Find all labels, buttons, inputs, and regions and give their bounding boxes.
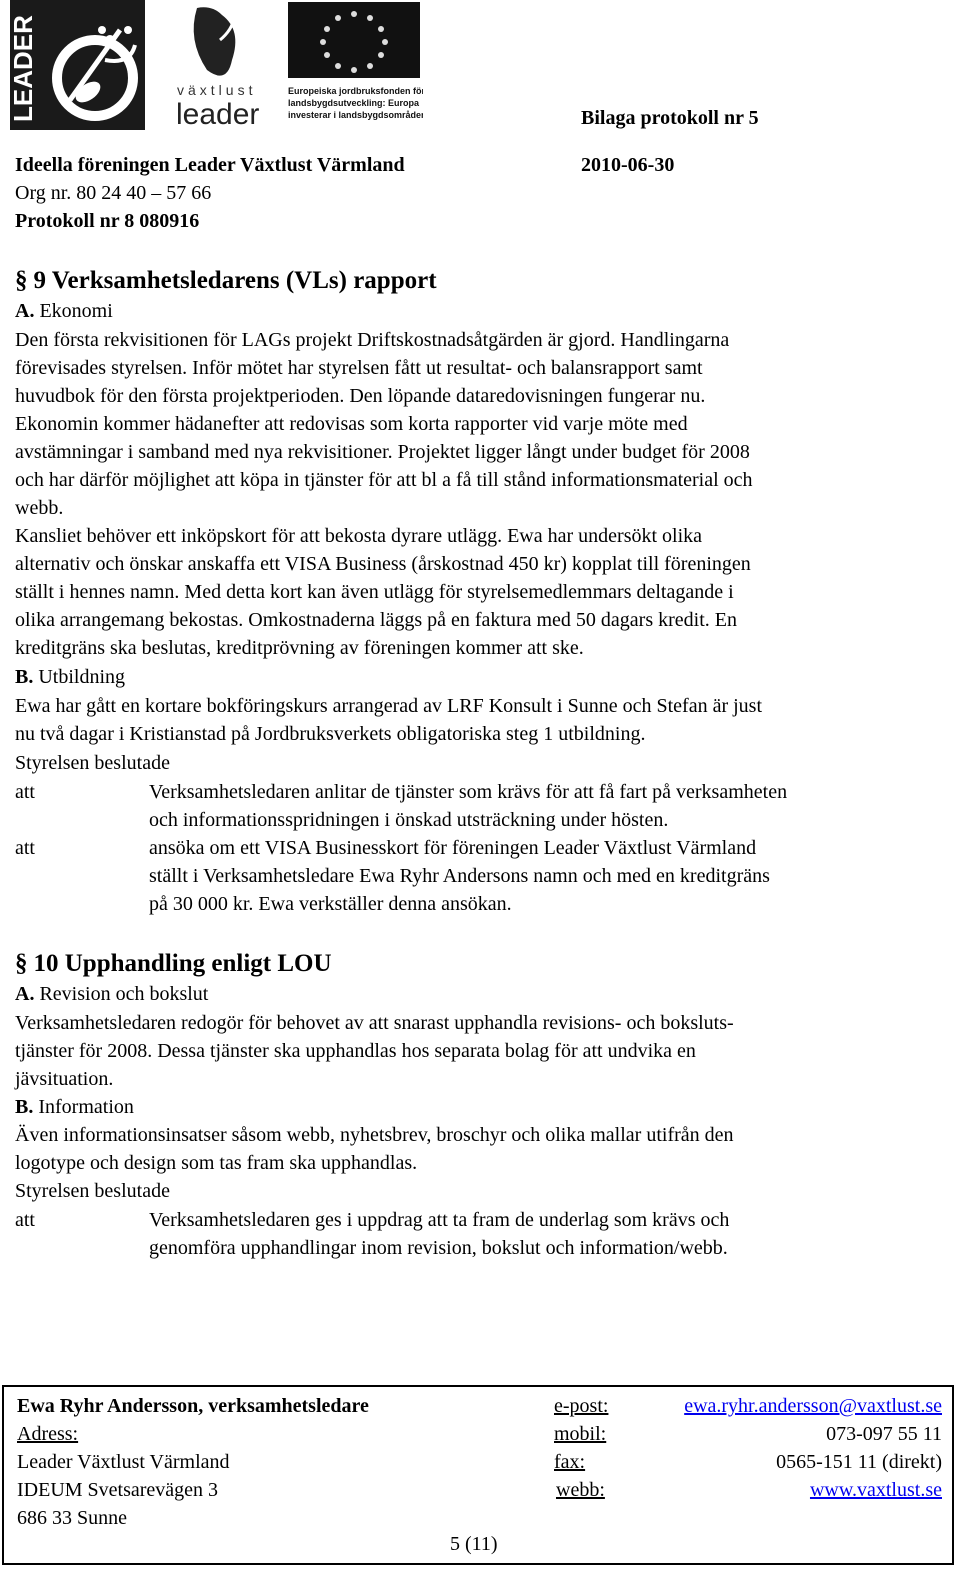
paragraph-line: olika arrangemang bekostas. Omkostnaderna läggs på en faktura med 50 dagars kredit. En <box>15 609 737 631</box>
paragraph-line: Den första rekvisitionen för LAGs projekt Driftskostnadsåtgärden är gjord. Handlingarna <box>15 329 730 351</box>
paragraph-line: Ewa har gått en kortare bokföringskurs arrangerad av LRF Konsult i Sunne och Stefan är just <box>15 695 763 717</box>
footer-name: Ewa Ryhr Andersson, verksamhetsledare <box>17 1395 369 1417</box>
footer-mobil-label: mobil: <box>554 1423 607 1445</box>
paragraph-mark: § <box>15 267 28 294</box>
decision-intro: Styrelsen beslutade <box>15 1180 170 1202</box>
decision-text-line: Verksamhetsledaren anlitar de tjänster som krävs för att få fart på verksamheten <box>149 781 788 803</box>
footer-webb-label: webb: <box>556 1479 605 1501</box>
decision-text-line: och informationsspridningen i önskad utsträckning under hösten. <box>149 809 669 831</box>
subheading-title: Information <box>33 1096 134 1118</box>
leader-logo <box>10 0 145 130</box>
footer-fax-label: fax: <box>554 1451 586 1473</box>
leader-vertical-text: LEADER <box>10 15 38 122</box>
decision-text-line: genomföra upphandlingar inom revision, bokslut och information/webb. <box>149 1237 728 1259</box>
footer-epost-label: e-post: <box>554 1395 609 1417</box>
section-10-heading <box>15 949 332 979</box>
footer-adress-label: Adress: <box>17 1423 79 1445</box>
protokoll-number: Protokoll nr 8 080916 <box>15 210 200 232</box>
section-9-title: 9 Verksamhetsledarens (VLs) rapport <box>33 267 437 294</box>
paragraph-line: tjänster för 2008. Dessa tjänster ska upphandlas hos separata bolag för att undvika en <box>15 1040 696 1062</box>
footer-address-line: 686 33 Sunne <box>17 1507 127 1529</box>
vaxtlust-small-text: växtlust <box>177 82 257 98</box>
footer-address-line: Leader Växtlust Värmland <box>17 1451 230 1473</box>
paragraph-line: logotype och design som tas fram ska upphandlas. <box>15 1152 418 1174</box>
paragraph-line: huvudbok för den första projektperioden. Den löpande dataredovisningen fungerar nu. <box>15 385 706 407</box>
eu-caption-1: Europeiska jordbruksfonden för <box>288 86 423 96</box>
paragraph-line: förevisades styrelsen. Inför mötet har styrelsen fått ut resultat- och balansrapport samt <box>15 357 703 379</box>
section-10-subheading-a <box>15 980 208 1008</box>
decision-text-line: ställt i Verksamhetsledare Ewa Ryhr Andersons namn och med en kreditgräns <box>149 865 770 887</box>
paragraph-line: webb. <box>15 497 64 519</box>
subheading-letter: A. <box>15 300 35 322</box>
subheading-title: Ekonomi <box>34 300 113 322</box>
document-date: 2010-06-30 <box>581 154 675 176</box>
section-10-title: 10 Upphandling enligt LOU <box>33 950 332 977</box>
subheading-letter: B. <box>15 666 34 688</box>
org-name: Ideella föreningen Leader Växtlust Värmland <box>15 154 405 176</box>
paragraph-line: alternativ och önskar anskaffa ett VISA Business (årskostnad 450 kr) kopplat till föreningen <box>15 553 751 575</box>
footer-address-line: IDEUM Svetsarevägen 3 <box>17 1479 219 1501</box>
paragraph-line: Ekonomin kommer hädanefter att redovisas som korta rapporter vid varje möte med <box>15 413 688 435</box>
subheading-letter: B. <box>15 1096 34 1118</box>
contact-footer <box>2 1385 954 1565</box>
subheading-title: Utbildning <box>33 666 126 688</box>
vaxtlust-large-text: leader <box>176 98 260 130</box>
paragraph-line: avstämningar i samband med nya rekvisitioner. Projektet ligger långt under budget för 2008 <box>15 441 750 463</box>
decision-att-label: att <box>15 781 35 803</box>
paragraph-mark: § <box>15 950 28 977</box>
subheading-title: Revision och bokslut <box>34 983 209 1005</box>
page-number: 5 (11) <box>450 1533 498 1555</box>
org-number: Org nr. 80 24 40 – 57 66 <box>15 182 212 204</box>
section-9-heading <box>15 266 437 296</box>
paragraph-line: ställt i hennes namn. Med detta kort kan även utlägg för styrelsemedlemmars deltagande i <box>15 581 734 603</box>
decision-att-label: att <box>15 837 35 859</box>
eu-flag-logo <box>288 0 423 130</box>
vaxtlust-leader-logo <box>162 0 277 130</box>
bilaga-label: Bilaga protokoll nr 5 <box>581 107 759 129</box>
paragraph-line: Verksamhetsledaren redogör för behovet av att snarast upphandla revisions- och boksluts- <box>15 1012 734 1034</box>
footer-web-link[interactable]: www.vaxtlust.se <box>809 1479 942 1501</box>
paragraph-line: kreditgräns ska beslutas, kreditprövning av föreningen kommer att ske. <box>15 637 584 659</box>
footer-mobil-value: 073-097 55 11 <box>826 1423 942 1445</box>
decision-text-line: på 30 000 kr. Ewa verkställer denna ansökan. <box>149 893 512 915</box>
footer-email-link[interactable]: ewa.ryhr.andersson@vaxtlust.se <box>684 1395 942 1417</box>
paragraph-line: Kansliet behöver ett inköpskort för att bekosta dyrare utlägg. Ewa har undersökt olika <box>15 525 703 547</box>
subheading-letter: A. <box>15 983 35 1005</box>
paragraph-line: nu två dagar i Kristianstad på Jordbruksverkets obligatoriska steg 1 utbildning. <box>15 723 646 745</box>
footer-fax-value: 0565-151 11 (direkt) <box>776 1451 942 1473</box>
decision-intro: Styrelsen beslutade <box>15 752 170 774</box>
decision-att-label: att <box>15 1209 35 1231</box>
section-10-subheading-b <box>15 1093 134 1121</box>
eu-caption-3: investerar i landsbygdsområden <box>288 110 423 120</box>
paragraph-line: Även informationsinsatser såsom webb, nyhetsbrev, broschyr och olika mallar utifrån den <box>15 1124 734 1146</box>
section-9-subheading-b <box>15 663 125 691</box>
paragraph-line: jävsituation. <box>15 1068 114 1090</box>
decision-text-line: ansöka om ett VISA Businesskort för föreningen Leader Växtlust Värmland <box>149 837 757 859</box>
paragraph-line: och har därför möjlighet att köpa in tjänster för att bl a få till stånd informationsmaterial och <box>15 469 753 491</box>
decision-text-line: Verksamhetsledaren ges i uppdrag att ta fram de underlag som krävs och <box>149 1209 730 1231</box>
eu-caption-2: landsbygdsutveckling: Europa <box>288 98 420 108</box>
section-9-subheading-a <box>15 297 113 325</box>
